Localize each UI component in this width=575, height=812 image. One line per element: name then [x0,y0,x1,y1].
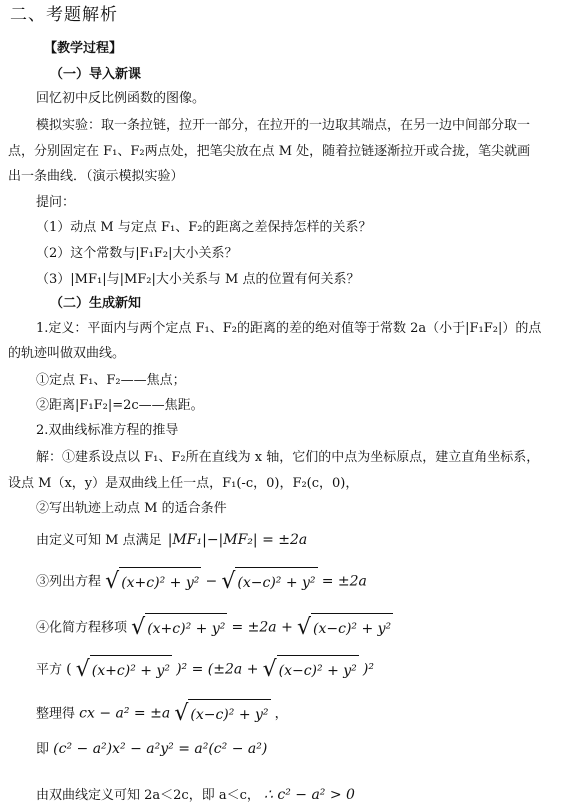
section-title: 二、考题解析 [10,5,118,25]
ie-line [36,740,267,759]
recall-text: 回忆初中反比例函数的图像。 [36,91,206,106]
step-3-prefix: ③列出方程 [36,574,102,590]
part2-title: （二）生成新知 [50,296,142,311]
question-1: （1）动点 M 与定点 F₁、F₂的距离之差保持怎样的关系？ [36,220,372,235]
final-line [36,786,355,805]
step-4-prefix: ④化简方程移项 [36,620,128,636]
condition-formula: |MF₁|−|MF₂| = ±2a [167,532,308,548]
step-4-root-1: √ (x+c)² + y² [131,613,227,643]
simplify-suffix: ， [274,706,288,722]
question-3: （3）|MF₁|与|MF₂|大小关系与 M 点的位置有何关系？ [36,272,360,287]
step-3-root-2: √ (x−c)² + y² [221,567,317,597]
question-label: 提问： [36,195,76,210]
definition-1: 1.定义：平面内与两个定点 F₁、F₂的距离的差的绝对值等于常数 2a（小于|F₁F₂|）的点 [36,321,542,336]
simulation-text-3: 出一条曲线．（演示模拟实验） [8,169,184,184]
square-root-1: √ (x+c)² + y² [76,655,172,685]
step-2: ②写出轨迹上动点 M 的适合条件 [36,501,227,516]
ie-formula: (c² − a²)x² − a²y² = a²(c² − a²) [53,741,268,757]
final-formula: ∴ c² − a² > 0 [264,787,355,803]
solution-line-1: 解：①建系设点以 F₁、F₂所在直线为 x 轴，它们的中点为坐标原点，建立直角坐标系， [36,450,540,465]
question-2: （2）这个常数与|F₁F₂|大小关系？ [36,246,238,261]
square-middle: )² = (±2a + [176,661,259,678]
simplify-prefix: 整理得 [36,706,76,722]
step-3-rhs: = ±2a [321,573,367,590]
step-4-line [36,613,393,643]
condition-line [36,531,307,550]
focus-definition: ①定点 F₁、F₂——焦点； [36,373,186,388]
simplify-root: √ (x−c)² + y² [174,699,270,729]
step-3-root-1: √ (x+c)² + y² [105,567,201,597]
condition-prefix: 由定义可知 M 点满足 [36,533,162,548]
simplify-formula: cx − a² = ±a [79,705,171,722]
part1-title: （一）导入新课 [50,67,142,82]
step-3-line: ③列出方程 √ (x+c)² + y² − √ (x−c)² + y² = ±2a [36,567,367,597]
step-4-root-2: √ (x−c)² + y² [297,613,393,643]
step-4-middle: = ±2a + [231,619,293,636]
square-line: 平方 ( √ (x+c)² + y² )² = (±2a + √ (x−c)² + y² )² [36,655,374,685]
square-end: )² [362,661,374,678]
square-prefix: 平方 [36,662,63,678]
simulation-text-1: 模拟实验：取一条拉链，拉开一部分，在拉开的一边取其端点，在另一边中间部分取一 [36,118,531,133]
square-root-2: √ (x−c)² + y² [263,655,359,685]
ie-prefix: 即 [36,742,50,757]
focal-distance-definition: ②距离|F₁F₂|=2c——焦距。 [36,398,204,413]
simplify-line [36,699,288,729]
solution-line-2: 设点 M（x，y）是双曲线上任一点，F₁(-c，0)，F₂(c，0)， [8,476,359,491]
simulation-text-2: 点，分别固定在 F₁、F₂两点处，把笔尖放在点 M 处，随着拉链逐渐拉开或合拢，笔尖就画 [8,144,531,159]
definition-2: 的轨迹叫做双曲线。 [8,346,126,361]
teaching-process-heading: 【教学过程】 [44,41,123,56]
final-prefix: 由双曲线定义可知 2a＜2c，即 a＜c， [36,788,260,803]
derivation-title: 2.双曲线标准方程的推导 [36,423,179,438]
